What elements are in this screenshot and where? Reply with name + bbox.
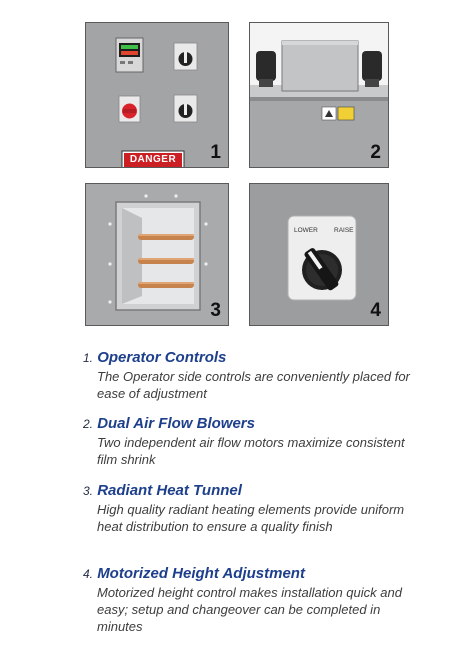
photo-operator-controls <box>85 22 229 168</box>
feature-title: Operator Controls <box>97 349 227 366</box>
heat-tunnel-illustration <box>86 184 228 325</box>
feature-index: 3. <box>83 484 94 498</box>
feature-index: 1. <box>83 351 94 365</box>
blowers-illustration <box>250 23 388 167</box>
feature-description: Motorized height control makes installation quick and easy; setup and changeover can be completed in minutes <box>97 585 402 634</box>
feature-radiant-heat-tunnel <box>83 482 413 535</box>
photo-radiant-heat-tunnel <box>85 183 229 326</box>
feature-title: Dual Air Flow Blowers <box>97 415 255 432</box>
selector-switch-illustration <box>250 184 388 325</box>
feature-description: The Operator side controls are conveniently placed for ease of adjustment <box>97 369 410 401</box>
feature-index: 2. <box>83 417 94 431</box>
switch-label-raise: RAISE <box>334 227 354 234</box>
photo-air-flow-blowers <box>249 22 389 168</box>
photo-number: 3 <box>210 300 221 321</box>
photo-number: 2 <box>370 142 381 163</box>
photo-number: 1 <box>210 142 221 163</box>
feature-dual-air-flow-blowers <box>83 415 413 468</box>
switch-label-lower: LOWER <box>294 227 318 234</box>
feature-description: Two independent air flow motors maximize consistent film shrink <box>97 435 405 467</box>
feature-description: High quality radiant heating elements provide uniform heat distribution to ensure a quality finish <box>97 502 405 534</box>
feature-title: Radiant Heat Tunnel <box>97 482 242 499</box>
feature-operator-controls <box>83 349 413 402</box>
photo-height-adjustment <box>249 183 389 326</box>
photo-number: 4 <box>370 300 381 321</box>
feature-motorized-height-adjustment <box>83 565 413 635</box>
feature-index: 4. <box>83 567 94 581</box>
feature-title: Motorized Height Adjustment <box>97 565 305 582</box>
danger-sign-label: DANGER <box>129 154 177 165</box>
control-panel-illustration <box>86 23 228 167</box>
